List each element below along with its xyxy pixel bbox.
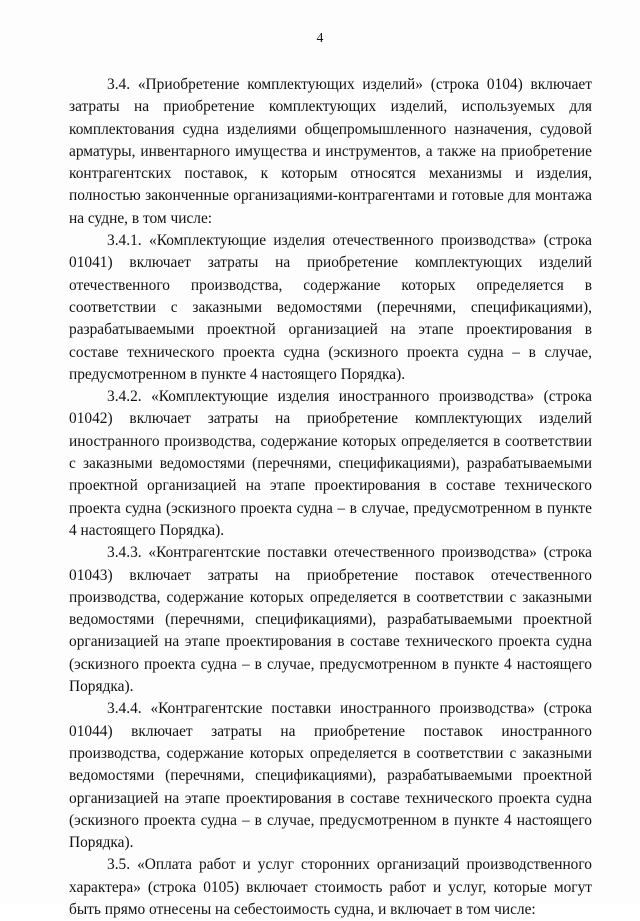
paragraph-3-4-2: 3.4.2. «Комплектующие изделия иностранного производства» (строка 01042) включает затраты на приобретение комплектующих изделий иностранного производства, содержание которых определяется в соответствии с заказными ведомостями (перечнями, спецификациями), разрабатываемыми проектной организацией на этапе проектирования в составе технического проекта судна (эскизного проекта судна – в случае, предусмотренном в пункте 4 настоящего Порядка). [69, 388, 592, 539]
paragraph-3-4-3: 3.4.3. «Контрагентские поставки отечественного производства» (строка 01043) включает затраты на приобретение поставок отечественного производства, содержание которых определяется в соответствии с заказными ведомостями (перечнями, спецификациями), разрабатываемыми проектной организацией на этапе проектирования в составе технического проекта судна (эскизного проекта судна – в случае, предусмотренном в пункте 4 настоящего Порядка). [69, 544, 592, 696]
paragraph-3-5: 3.5. «Оплата работ и услуг сторонних организаций производственного характера» (строка 0105) включает стоимость работ и услуг, которые могут быть прямо отнесены на себестоимость судна, и включает в том числе: [69, 856, 592, 918]
paragraph-3-4-1: 3.4.1. «Комплектующие изделия отечественного производства» (строка 01041) включает затраты на приобретение комплектующих изделий отечественного производства, содержание которых определяется в соответствии с заказными ведомостями (перечнями, спецификациями), разрабатываемыми проектной организацией на этапе проектирования в составе технического проекта судна (эскизного проекта судна – в случае, предусмотренном в пункте 4 настоящего Порядка). [69, 232, 592, 383]
document-body [69, 74, 592, 921]
paragraph-3-4-4: 3.4.4. «Контрагентские поставки иностранного производства» (строка 01044) включает затраты на приобретение поставок иностранного производства, содержание которых определяется в соответствии с заказными ведомостями (перечнями, спецификациями), разрабатываемыми проектной организацией на этапе проектирования в составе технического проекта судна (эскизного проекта судна – в случае, предусмотренном в пункте 4 настоящего Порядка). [69, 700, 592, 852]
paragraph-3-4: 3.4. «Приобретение комплектующих изделий» (строка 0104) включает затраты на приобретение комплектующих изделий, используемых для комплектования судна изделиями общепромышленного назначения, судовой арматуры, инвентарного имущества и инструментов, а также на приобретение контрагентских поставок, к которым относятся механизмы и изделия, полностью законченные организациями-контрагентами и готовые для монтажа на судне, в том числе: [69, 76, 592, 227]
page-number: 4 [316, 30, 324, 45]
